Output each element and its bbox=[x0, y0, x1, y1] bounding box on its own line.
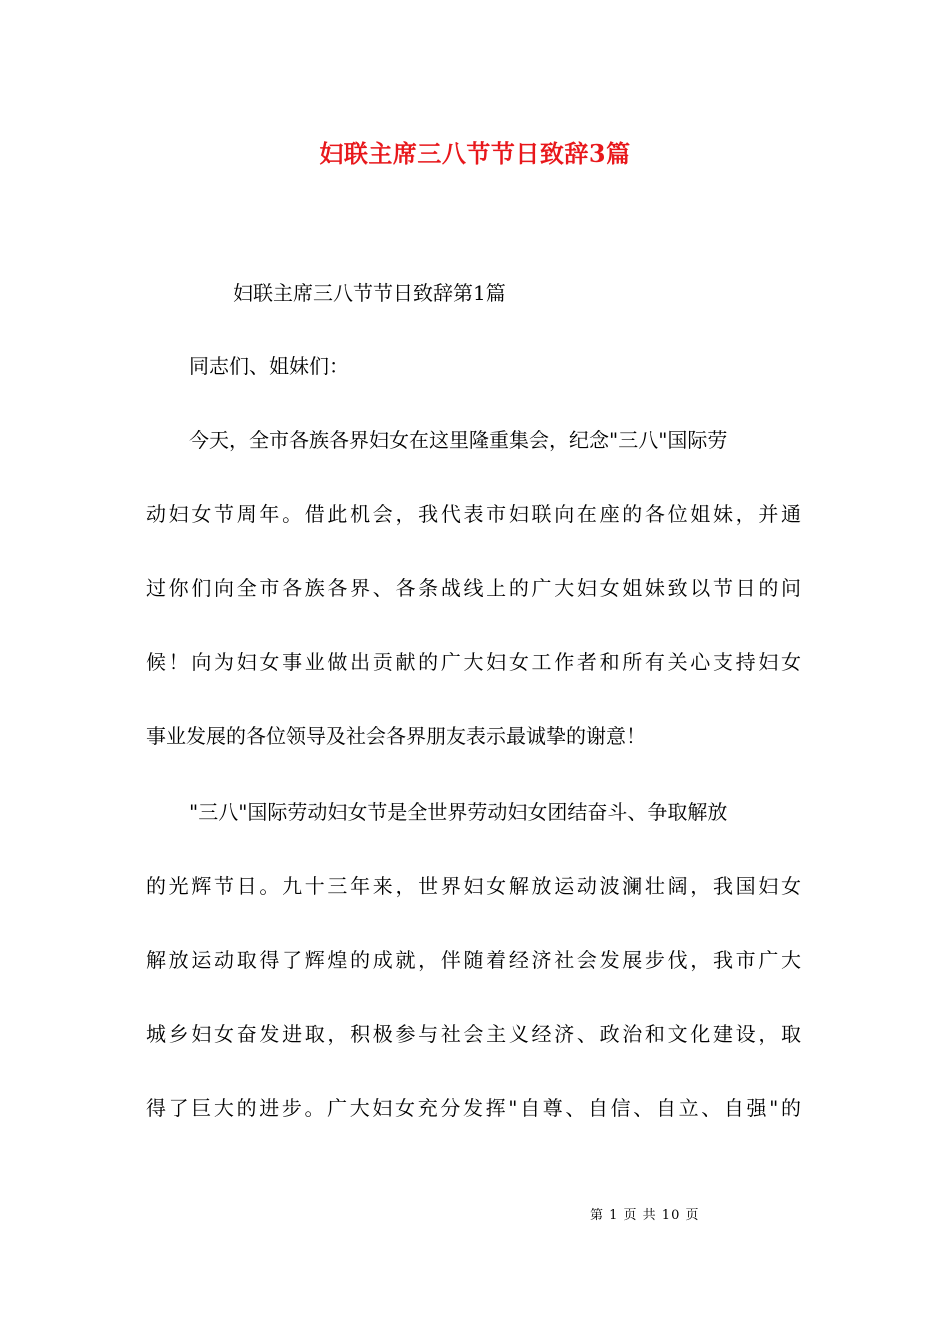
body-line: 过你们向全市各族各界、各条战线上的广大妇女姐妹致以节日的问 bbox=[146, 576, 801, 600]
page-number-footer: 第 1 页 共 10 页 bbox=[590, 1208, 700, 1223]
body-line: "三八"国际劳动妇女节是全世界劳动妇女团结奋斗、争取解放 bbox=[189, 800, 728, 824]
body-line: 城乡妇女奋发进取，积极参与社会主义经济、政治和文化建设，取 bbox=[146, 1022, 801, 1046]
body-line: 今天，全市各族各界妇女在这里隆重集会，纪念"三八"国际劳 bbox=[189, 428, 728, 452]
greeting-line: 同志们、姐妹们： bbox=[189, 354, 349, 378]
body-line: 候！向为妇女事业做出贡献的广大妇女工作者和所有关心支持妇女 bbox=[146, 650, 801, 674]
body-line: 解放运动取得了辉煌的成就，伴随着经济社会发展步伐，我市广大 bbox=[146, 948, 801, 972]
body-line: 动妇女节周年。借此机会，我代表市妇联向在座的各位姐妹，并通 bbox=[146, 502, 801, 526]
document-title: 妇联主席三八节节日致辞3篇 bbox=[319, 139, 631, 168]
body-line: 事业发展的各位领导及社会各界朋友表示最诚挚的谢意！ bbox=[146, 724, 646, 748]
body-line: 得了巨大的进步。广大妇女充分发挥"自尊、自信、自立、自强"的 bbox=[146, 1096, 801, 1120]
body-line: 的光辉节日。九十三年来，世界妇女解放运动波澜壮阔，我国妇女 bbox=[146, 874, 801, 898]
section-heading: 妇联主席三八节节日致辞第1篇 bbox=[233, 281, 506, 305]
